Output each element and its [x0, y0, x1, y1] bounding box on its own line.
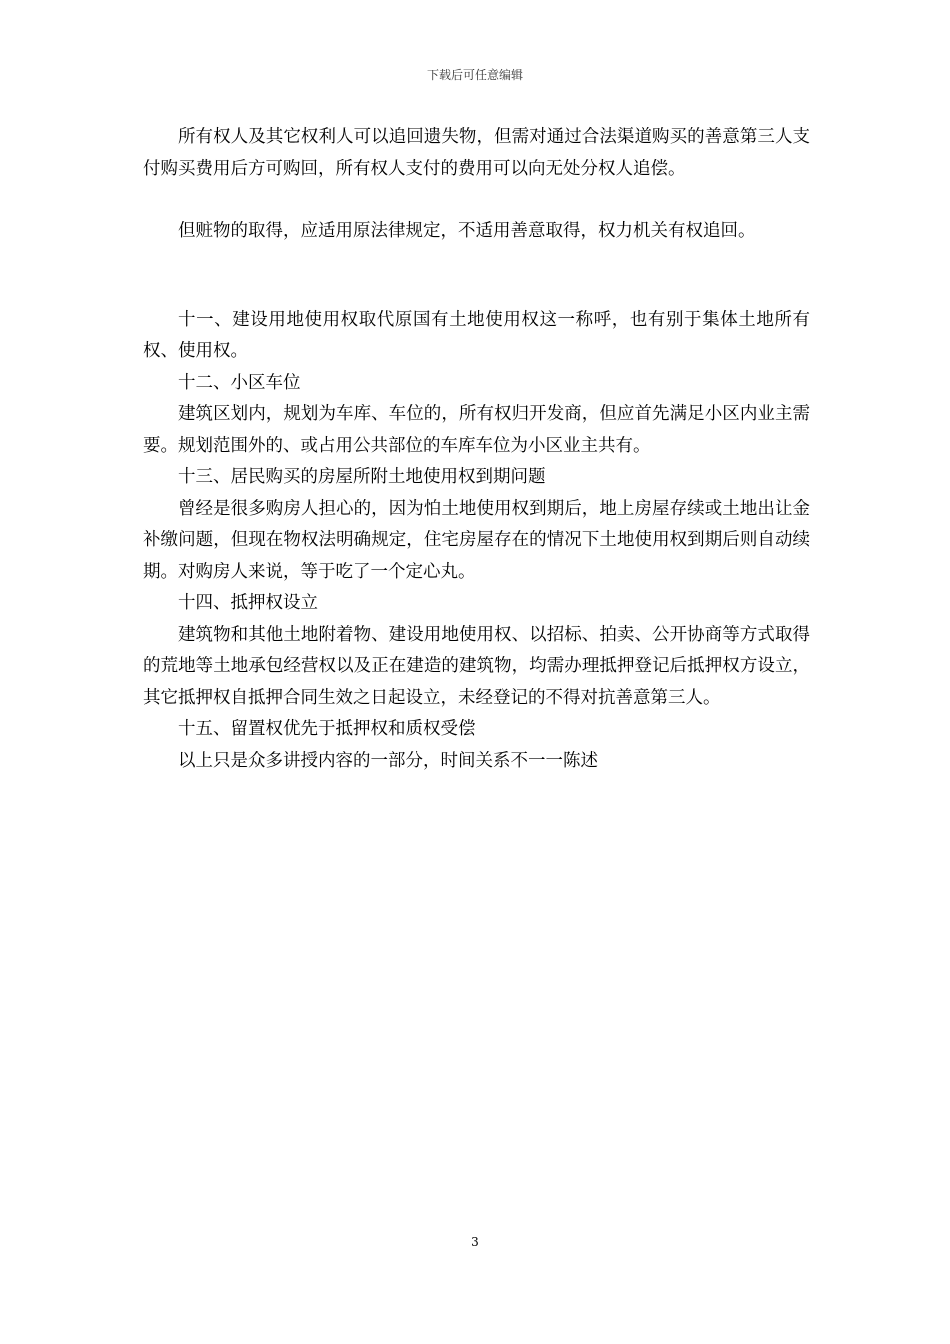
paragraph-mortgage: 建筑物和其他土地附着物、建设用地使用权、以招标、拍卖、公开协商等方式取得的荒地等土地承包经营权以及正在建造的建筑物，均需办理抵押登记后抵押权方设立，其它抵押权自抵押合同生效之日起设立，未经登记的不得对抗善意第三人。 [143, 624, 810, 708]
page-header: 下载后可任意编辑 [426, 68, 523, 82]
paragraph-closing: 以上只是众多讲授内容的一部分，时间关系不一一陈述 [178, 750, 598, 771]
blank-line [143, 248, 810, 279]
section-heading-12: 十二、小区车位 [178, 372, 301, 393]
section-heading-13: 十三、居民购买的房屋所附土地使用权到期问题 [178, 467, 546, 487]
section-heading-11: 十一、建设用地使用权取代原国有土地使用权这一称呼，也有别于集体土地所有权、使用权。 [143, 309, 810, 361]
document-body [143, 122, 810, 777]
paragraph-land-use-renewal: 曾经是很多购房人担心的，因为怕土地使用权到期后，地上房屋存续或土地出让金补缴问题，但现在物权法明确规定，住宅房屋存在的情况下土地使用权到期后则自动续期。对购房人来说，等于吃了一个定心丸。 [143, 498, 810, 582]
paragraph-lost-property: 所有权人及其它权利人可以追回遗失物，但需对通过合法渠道购买的善意第三人支付购买费用后方可购回，所有权人支付的费用可以向无处分权人追偿。 [143, 127, 810, 179]
page-number: 3 [471, 1235, 479, 1249]
paragraph-parking: 建筑区划内，规划为车库、车位的，所有权归开发商，但应首先满足小区内业主需要。规划范围外的、或占用公共部位的车库车位为小区业主共有。 [143, 404, 810, 456]
section-heading-14: 十四、抵押权设立 [178, 593, 318, 613]
blank-line [143, 279, 810, 305]
paragraph-stolen-goods: 但赃物的取得，应适用原法律规定，不适用善意取得，权力机关有权追回。 [178, 221, 756, 241]
section-heading-15: 十五、留置权优先于抵押权和质权受偿 [178, 719, 476, 739]
blank-line [143, 185, 810, 216]
